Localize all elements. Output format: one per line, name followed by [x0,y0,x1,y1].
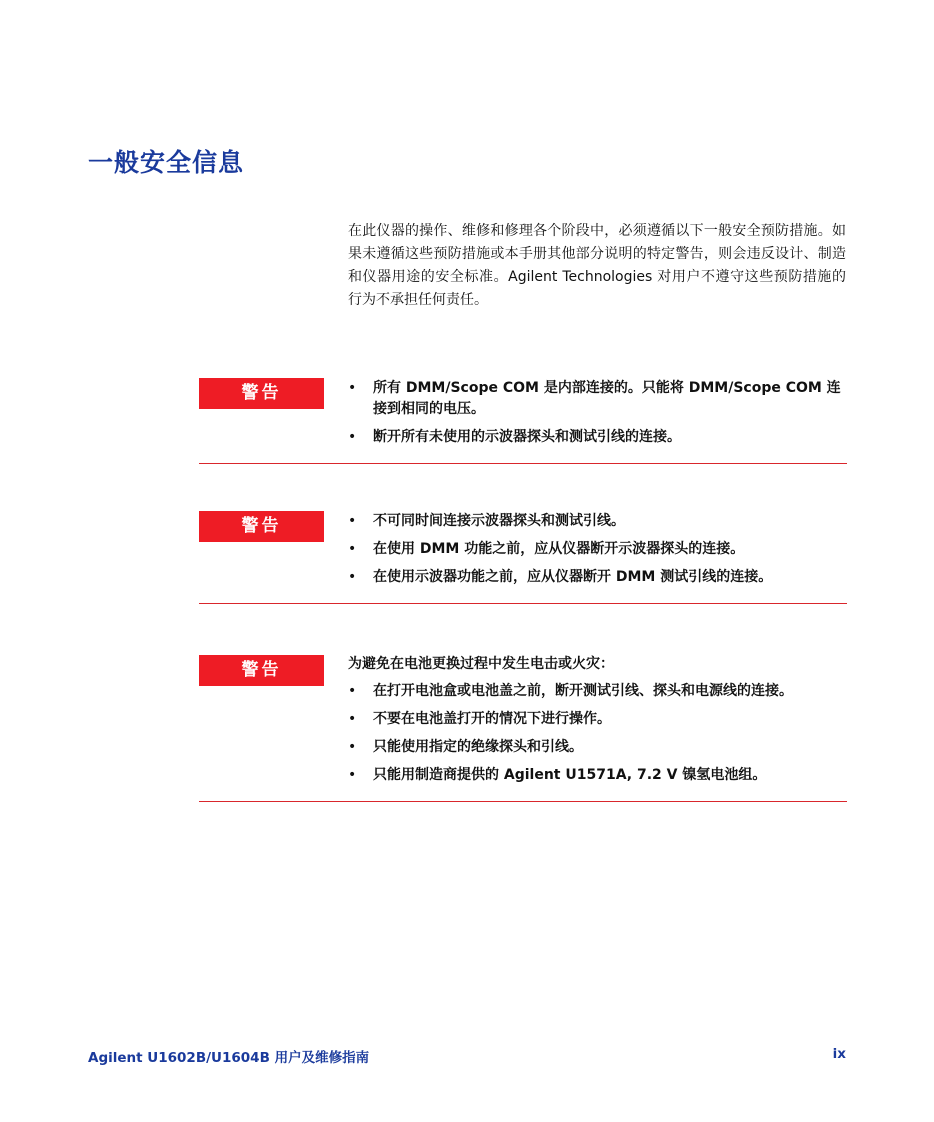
warning-item: • 在使用示波器功能之前，应从仪器断开 DMM 测试引线的连接。 [348,567,847,588]
warning-intro: 为避免在电池更换过程中发生电击或火灾： [348,656,614,672]
warning-item: • 不要在电池盖打开的情况下进行操作。 [348,709,847,730]
warning-block-2 [199,511,847,604]
warning-item: • 只能使用指定的绝缘探头和引线。 [348,737,847,758]
warning-item: • 断开所有未使用的示波器探头和测试引线的连接。 [348,427,847,448]
warning-item: • 所有 DMM/Scope COM 是内部连接的。只能将 DMM/Scope COM 连接到相同的电压。 [348,378,847,420]
warning-list [348,681,847,786]
footer-document-title: Agilent U1602B/U1604B 用户及维修指南 [88,1050,370,1066]
page-title: 一般安全信息 [88,148,245,177]
warning-block-3 [199,655,847,802]
warning-list [348,378,847,448]
intro-paragraph: 在此仪器的操作、维修和修理各个阶段中，必须遵循以下一般安全预防措施。如果未遵循这些预防措施或本手册其他部分说明的特定警告，则会违反设计、制造和仪器用途的安全标准。Agilent Technologies 对用户不遵守这些预防措施的行为不承担任何责任。 [348,223,846,308]
warning-item: • 在打开电池盒或电池盖之前，断开测试引线、探头和电源线的连接。 [348,681,847,702]
warning-badge: 警告 [199,655,324,686]
warning-item: • 只能用制造商提供的 Agilent U1571A, 7.2 V 镍氢电池组。 [348,765,847,786]
warning-list [348,511,847,588]
warning-badge: 警告 [199,378,324,409]
warning-badge: 警告 [199,511,324,542]
warning-item: • 在使用 DMM 功能之前，应从仪器断开示波器探头的连接。 [348,539,847,560]
warning-body [348,654,847,801]
warning-body [348,378,847,463]
warning-body [348,511,847,603]
footer-page-number: ix [832,1046,846,1062]
warning-item: • 不可同时间连接示波器探头和测试引线。 [348,511,847,532]
warning-block-1 [199,378,847,464]
